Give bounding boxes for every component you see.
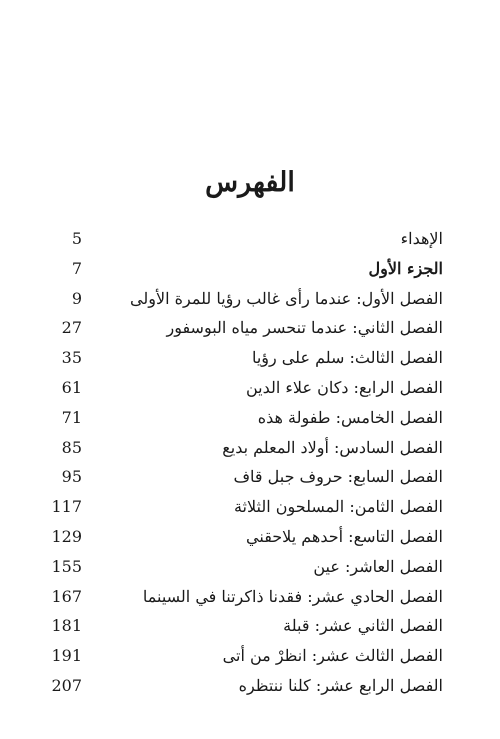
- toc-entry-title: الفصل الخامس: طفولة هذه: [257, 407, 443, 427]
- toc-entry: [0, 284, 500, 314]
- toc-entry-title: الفصل العاشر: عين: [313, 556, 443, 576]
- toc-entry: [0, 641, 500, 671]
- toc-entry: [0, 522, 500, 552]
- toc-entry: [0, 254, 500, 284]
- toc-entry-title: الفصل الحادي عشر: فقدنا ذاكرتنا في السينما: [142, 586, 443, 606]
- toc-entry-title: الفصل الرابع: دكان علاء الدين: [245, 377, 443, 397]
- toc-entry: [0, 582, 500, 612]
- toc-entry-page-number: 61: [61, 377, 82, 397]
- toc-entry-page-number: 191: [51, 646, 82, 666]
- table-of-contents: [0, 224, 500, 701]
- toc-entry-page-number: 27: [61, 318, 82, 338]
- toc-entry-title: الفصل الرابع عشر: كلنا ننتظره: [238, 675, 443, 695]
- page-title: الفهرس: [205, 167, 295, 198]
- toc-entry: [0, 373, 500, 403]
- toc-entry-title: الفصل السابع: حروف جبل قاف: [233, 467, 443, 487]
- toc-entry-title: الفصل الثامن: المسلحون الثلاثة: [233, 497, 443, 517]
- toc-entry-page-number: 95: [61, 467, 82, 487]
- toc-entry: [0, 313, 500, 343]
- toc-entry-title: الفصل السادس: أولاد المعلم بديع: [222, 437, 443, 457]
- toc-entry-page-number: 207: [51, 675, 82, 695]
- toc-entry: [0, 671, 500, 701]
- toc-entry-page-number: 35: [61, 348, 82, 368]
- toc-entry-page-number: 5: [71, 229, 82, 248]
- toc-entry-page-number: 117: [51, 497, 82, 517]
- toc-entry-title: الفصل الأول: عندما رأى غالب رؤيا للمرة الأولى: [130, 288, 443, 308]
- toc-entry-page-number: 167: [51, 586, 82, 606]
- toc-entry-page-number: 155: [51, 556, 82, 576]
- toc-entry-page-number: 71: [61, 407, 82, 427]
- toc-entry-title: الفصل الثالث عشر: انظرْ من أتى: [222, 646, 443, 666]
- toc-entry: [0, 343, 500, 373]
- toc-entry: [0, 224, 500, 254]
- toc-entry-title: الفصل الثاني عشر: قبلة: [283, 616, 443, 636]
- toc-entry-page-number: 181: [51, 616, 82, 636]
- toc-entry-page-number: 85: [61, 437, 82, 457]
- toc-entry-title: الفصل التاسع: أحدهم يلاحقني: [246, 526, 443, 546]
- toc-entry: [0, 403, 500, 433]
- toc-entry: [0, 552, 500, 582]
- toc-entry-page-number: 129: [51, 526, 82, 546]
- toc-entry: [0, 492, 500, 522]
- toc-entry: [0, 462, 500, 492]
- toc-entry: [0, 611, 500, 641]
- toc-entry-page-number: 9: [71, 288, 82, 308]
- toc-entry-title: الفصل الثاني: عندما تنحسر مياه البوسفور: [166, 318, 443, 338]
- toc-entry-title: الجزء الأول: [368, 258, 443, 278]
- toc-entry-title: الفصل الثالث: سلم على رؤيا: [251, 348, 443, 368]
- toc-entry-page-number: 7: [71, 258, 82, 278]
- toc-entry-title: الإهداء: [400, 229, 443, 248]
- toc-entry: [0, 433, 500, 463]
